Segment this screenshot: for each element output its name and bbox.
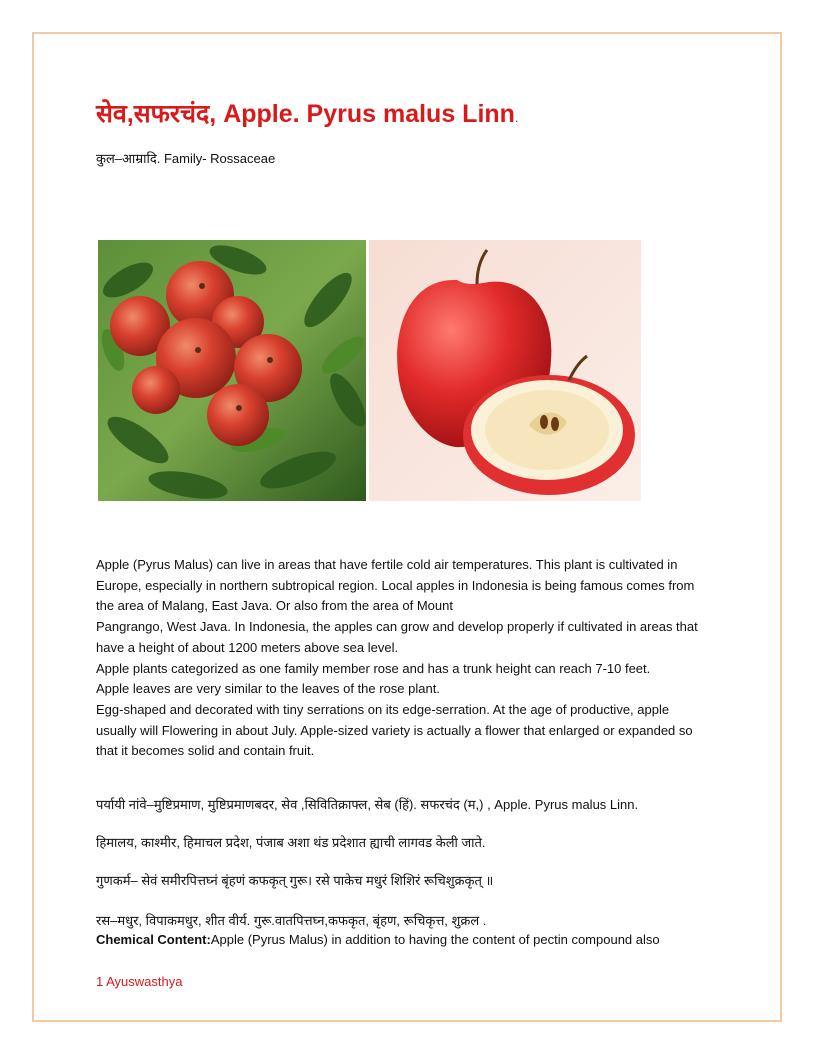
chemical-content [96, 932, 660, 947]
description-paragraph [96, 555, 726, 762]
paragraph-line: Egg-shaped and decorated with tiny serrations on its edge-serration. At the age of productive, apple [96, 701, 670, 717]
title-english: Apple. Pyrus malus Linn [223, 100, 515, 128]
rasa-line: रस–मधुर, विपाकमधुर, शीत वीर्य. गुरू.वातपित्तघ्न,कफकृत, बृंहण, रूचिकृत्त, शुक्रल . [96, 913, 487, 928]
title-devanagari: सेव,सफरचंद, [96, 100, 217, 128]
paragraph-line: usually will Flowering in about July. Apple-sized variety is actually a flower that enlarged or expanded so [96, 722, 693, 738]
apple-halves-photo [369, 240, 641, 501]
title-dot: . [514, 111, 519, 125]
page-title [96, 96, 518, 130]
apple-branch-photo [98, 240, 366, 501]
chemical-label: Chemical Content: [96, 932, 211, 947]
paragraph-line: have a height of about 1200 meters above sea level. [96, 639, 399, 655]
properties-line: गुणकर्म– सेवं समीरपित्तघ्नं बृंहणं कफकृत् गुरू। रसे पाकेच मधुरं शिशिरं रूचिशुक्रकृत् ॥ [96, 873, 494, 888]
paragraph-line: that it becomes solid and contain fruit. [96, 743, 315, 759]
paragraph-line: the area of Malang, East Java. Or also from the area of Mount [96, 598, 453, 614]
paragraph-line: Pangrango, West Java. In Indonesia, the apples can grow and develop properly if cultivated in areas that [96, 619, 698, 635]
page-footer: 1 Ayuswasthya [96, 974, 183, 989]
paragraph-line: Apple plants categorized as one family member rose and has a trunk height can reach 7-10 feet. [96, 660, 651, 676]
paragraph-line: Europe, especially in northern subtropical region. Local apples in Indonesia is being famous comes from [96, 577, 695, 593]
chemical-text: Apple (Pyrus Malus) in addition to having the content of pectin compound also [210, 932, 660, 947]
synonyms-line: पर्यायी नांवे–मुष्टिप्रमाण, मुष्टिप्रमाणबदर, सेव ,सिवितिक्राफ्ल, सेब (हिं). सफरचंद (म,) , Apple. Pyrus malus Linn. [96, 797, 639, 812]
family-line: कुल–आम्रादि. Family- Rossaceae [96, 151, 276, 166]
paragraph-line: Apple leaves are very similar to the leaves of the rose plant. [96, 681, 440, 697]
paragraph-line: Apple (Pyrus Malus) can live in areas that have fertile cold air temperatures. This plant is cultivated in [96, 557, 678, 572]
regions-line: हिमालय, काश्मीर, हिमाचल प्रदेश, पंजाब अशा थंड प्रदेशात ह्याची लागवड केली जाते. [96, 835, 486, 850]
